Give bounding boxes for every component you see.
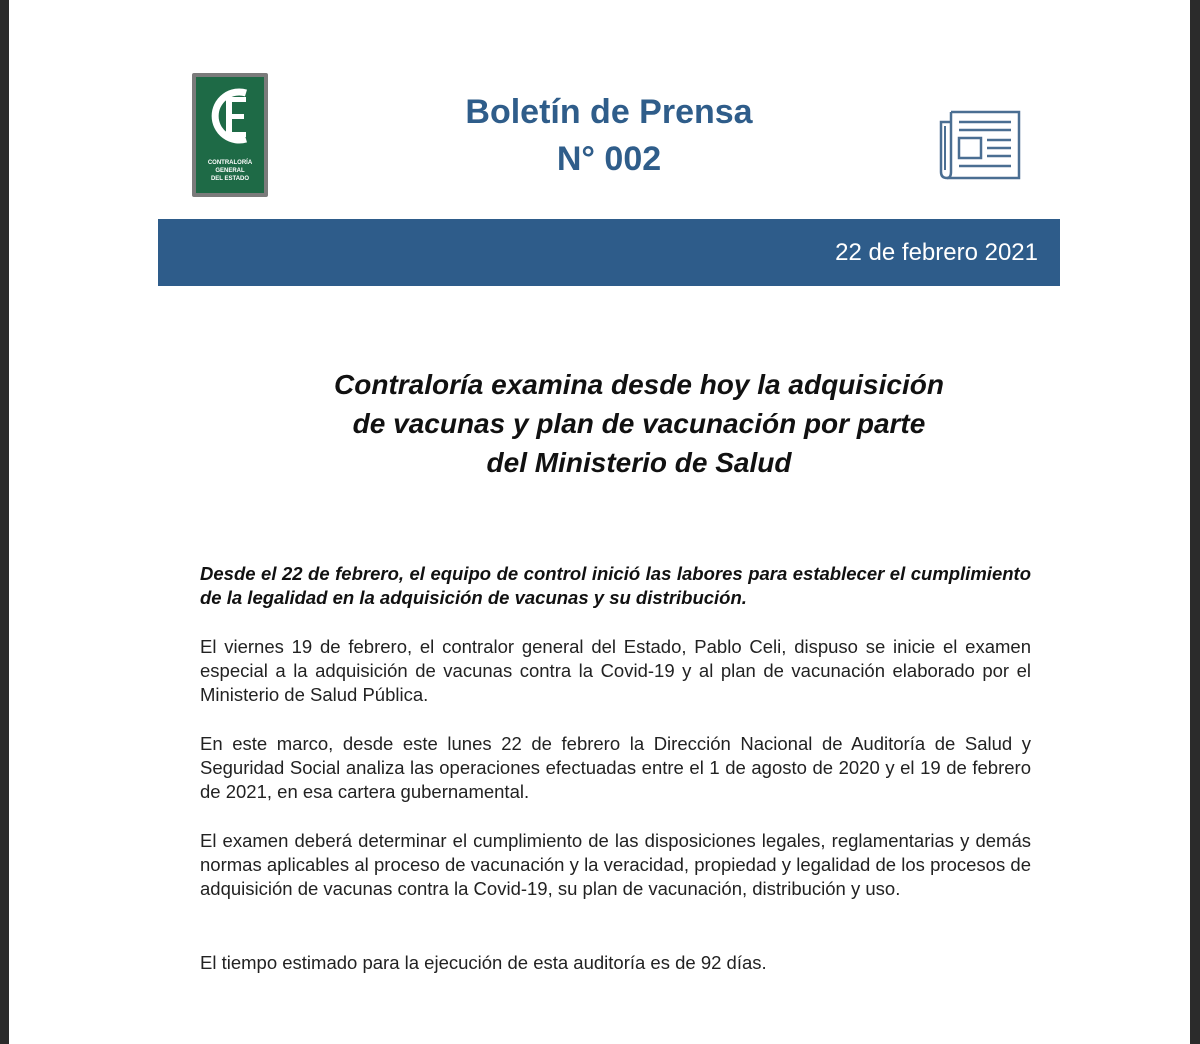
headline-line2: de vacunas y plan de vacunación por parte (352, 408, 926, 439)
headline-line3: del Ministerio de Salud (486, 447, 792, 478)
logo-caption-line2: GENERAL (215, 168, 245, 174)
lead-paragraph: Desde el 22 de febrero, el equipo de control inició las labores para establecer el cumplimiento de la legalidad en la adquisición de vacunas y su distribución. (200, 563, 1031, 608)
body-paragraph-3: El examen deberá determinar el cumplimiento de las disposiciones legales, reglamentarias y demás normas aplicables al proceso de vacunación y la veracidad, propiedad y legalidad de los procesos de adquisición de vacunas contra la Covid-19, su plan de vacunación, distribución y uso. (200, 830, 1031, 899)
logo-caption-line3: DEL ESTADO (210, 176, 250, 182)
body-paragraph-1: El viernes 19 de febrero, el contralor general del Estado, Pablo Celi, dispuso se inicie el examen especial a la adquisición de vacunas contra la Covid-19 y al plan de vacunación elaborado por el Ministerio de Salud Pública. (200, 636, 1031, 705)
logo-caption-line1: CONTRALORÍA (207, 160, 253, 166)
date-band (158, 219, 1060, 286)
bulletin-number: N° 002 (556, 140, 662, 178)
headline (239, 365, 1039, 482)
bulletin-date: 22 de febrero 2021 (835, 239, 1038, 266)
contraloria-logo (192, 73, 268, 197)
body-paragraph-4: El tiempo estimado para la ejecución de esta auditoría es de 92 días. (200, 952, 767, 973)
headline-line1: Contraloría examina desde hoy la adquisición (334, 369, 944, 400)
cge-emblem-icon (196, 77, 264, 157)
press-release-page (9, 0, 1190, 1044)
body-paragraph-2: En este marco, desde este lunes 22 de febrero la Dirección Nacional de Auditoría de Salud y Seguridad Social analiza las operaciones efectuadas entre el 1 de agosto de 2020 y el 19 de febrero de 2021, en esa cartera gubernamental. (200, 733, 1031, 802)
bulletin-title: Boletín de Prensa (465, 93, 753, 131)
newspaper-icon (939, 108, 1023, 182)
